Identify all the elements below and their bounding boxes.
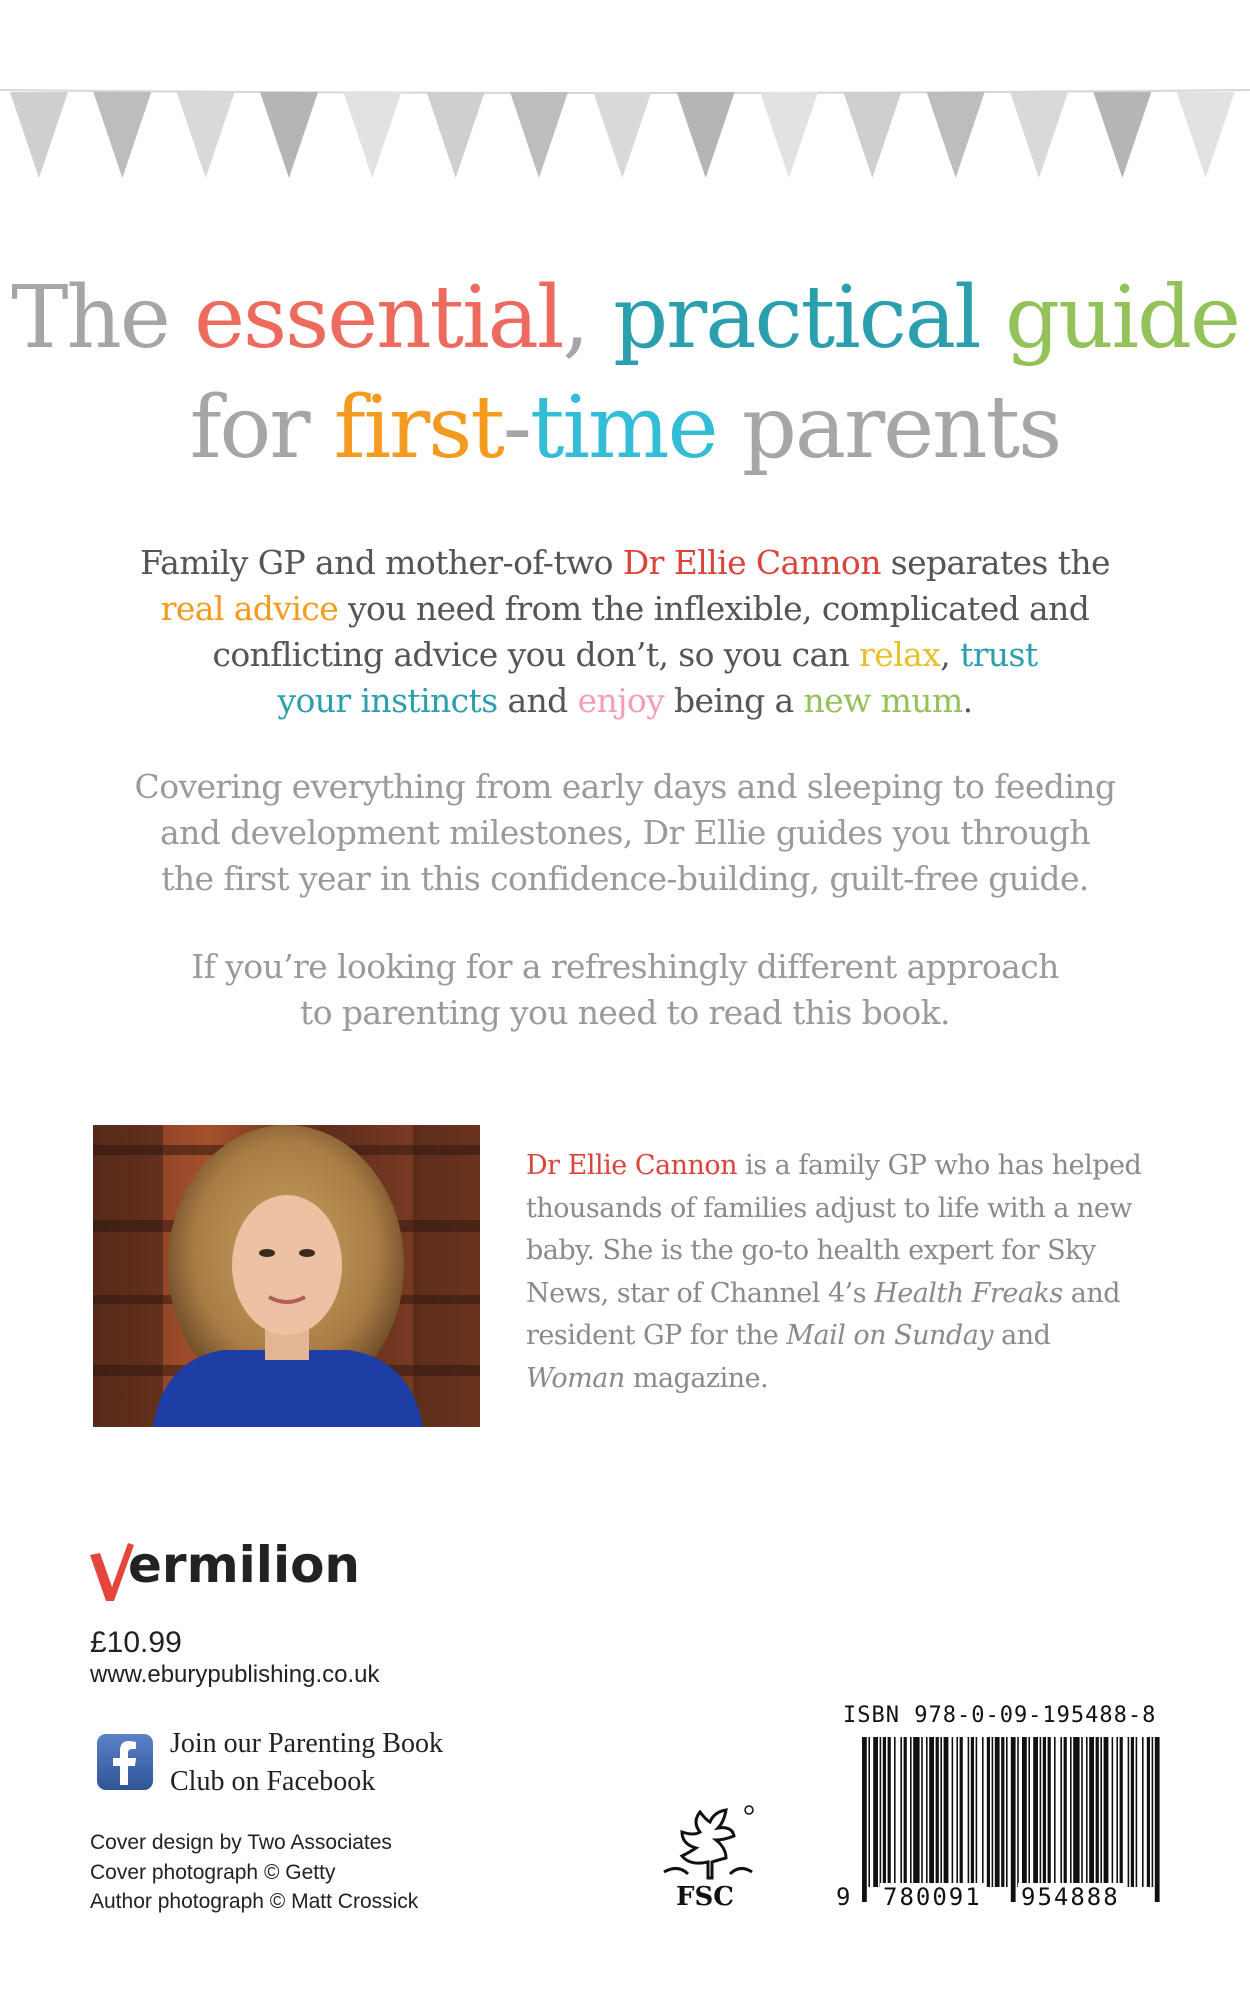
instincts-highlight: your instincts bbox=[277, 681, 498, 720]
isbn-barcode bbox=[862, 1737, 1160, 1902]
barcode-bar bbox=[883, 1737, 886, 1887]
enjoy-highlight: enjoy bbox=[577, 681, 665, 720]
bio-line: baby. She is the go-to health expert for Sky bbox=[526, 1235, 1096, 1266]
barcode-left-digits: 780091 bbox=[880, 1883, 985, 1911]
barcode-bar bbox=[1104, 1737, 1109, 1887]
bio-author-name: Dr Ellie Cannon bbox=[526, 1150, 737, 1181]
bio-line bbox=[526, 1145, 1166, 1188]
covering-line: the first year in this confidence-building, guilt-free guide. bbox=[161, 859, 1089, 898]
approach-paragraph bbox=[70, 944, 1180, 1036]
bunting-decoration bbox=[0, 80, 1250, 190]
covering-paragraph bbox=[70, 764, 1180, 902]
intro-text: . bbox=[962, 681, 973, 720]
real-advice-highlight: real advice bbox=[160, 589, 339, 628]
barcode-bar bbox=[944, 1737, 949, 1887]
bunting-flag bbox=[927, 92, 985, 178]
barcode-bar bbox=[900, 1737, 902, 1887]
headline-word-the: The bbox=[11, 268, 169, 368]
barcode-bar bbox=[1054, 1737, 1056, 1887]
barcode-right-digits: 954888 bbox=[1018, 1883, 1123, 1911]
relax-highlight: relax bbox=[859, 635, 941, 674]
barcode-bar bbox=[1022, 1737, 1027, 1887]
trust-highlight: trust bbox=[960, 635, 1038, 674]
headline-hyphen: - bbox=[502, 378, 530, 478]
barcode-bar bbox=[894, 1737, 896, 1887]
barcode-bar bbox=[956, 1737, 958, 1887]
barcode-bar bbox=[1142, 1737, 1144, 1887]
barcode-bar bbox=[904, 1737, 907, 1887]
barcode-bar bbox=[1116, 1737, 1118, 1887]
barcode-bar bbox=[868, 1737, 870, 1887]
barcode-bar bbox=[1147, 1737, 1150, 1887]
barcode-bar bbox=[992, 1737, 994, 1887]
bio-line bbox=[526, 1273, 1166, 1316]
intro-line-2 bbox=[70, 586, 1180, 632]
bunting-flag bbox=[343, 92, 401, 178]
barcode-bar bbox=[1112, 1737, 1114, 1887]
barcode-bar bbox=[910, 1737, 912, 1887]
headline-space bbox=[980, 268, 1005, 368]
headline-word-practical: practical bbox=[613, 268, 980, 368]
covering-line: and development milestones, Dr Ellie guides you through bbox=[160, 813, 1090, 852]
barcode-bar bbox=[1131, 1737, 1134, 1887]
bunting-flag bbox=[760, 92, 818, 178]
barcode-bar bbox=[968, 1737, 970, 1887]
author-photo bbox=[93, 1125, 480, 1427]
intro-text: you need from the inflexible, complicated and bbox=[338, 589, 1090, 628]
bio-text: resident GP for the bbox=[526, 1320, 787, 1351]
intro-text: , bbox=[940, 635, 961, 674]
credit-line: Author photograph © Matt Crossick bbox=[90, 1890, 419, 1913]
approach-line: If you’re looking for a refreshingly different approach bbox=[191, 947, 1059, 986]
barcode-first-digit: 9 bbox=[836, 1883, 851, 1911]
intro-text: conflicting advice you don’t, so you can bbox=[212, 635, 860, 674]
intro-paragraph bbox=[70, 540, 1180, 724]
facebook-club bbox=[96, 1725, 496, 1805]
barcode-bar bbox=[862, 1737, 867, 1902]
barcode-bar bbox=[926, 1737, 928, 1887]
headline-word-for: for bbox=[189, 378, 309, 478]
barcode-bar bbox=[880, 1737, 882, 1887]
author-bio bbox=[526, 1145, 1166, 1400]
headline-word-parents: parents bbox=[741, 378, 1061, 478]
bio-text: News, star of Channel 4’s bbox=[526, 1277, 875, 1309]
barcode-bar bbox=[888, 1737, 891, 1887]
barcode-bar bbox=[1155, 1737, 1160, 1902]
headline-space bbox=[588, 268, 613, 368]
barcode-bar bbox=[936, 1737, 939, 1887]
headline-line-2 bbox=[0, 378, 1250, 478]
barcode-bar bbox=[952, 1737, 954, 1887]
barcode-bar bbox=[1064, 1737, 1067, 1887]
headline-word-first: first bbox=[333, 378, 503, 478]
bunting-flag bbox=[427, 92, 485, 178]
credit-line: Cover design by Two Associates bbox=[90, 1831, 392, 1854]
barcode-bar bbox=[1070, 1737, 1072, 1887]
headline-word-guide: guide bbox=[1005, 268, 1239, 368]
headline-space bbox=[717, 378, 742, 478]
bio-line bbox=[526, 1315, 1166, 1358]
bio-line bbox=[526, 1358, 1166, 1401]
bio-text: and bbox=[1062, 1277, 1121, 1309]
barcode-bar bbox=[1089, 1737, 1094, 1887]
bunting-flag bbox=[593, 92, 651, 178]
barcode-bar bbox=[913, 1737, 919, 1887]
barcode-bar bbox=[971, 1737, 974, 1887]
fsc-label: FSC bbox=[676, 1882, 734, 1912]
bunting-flag bbox=[1177, 92, 1235, 178]
facebook-line: Club on Facebook bbox=[170, 1766, 376, 1797]
barcode-bar bbox=[1100, 1737, 1102, 1887]
facebook-text bbox=[170, 1725, 443, 1801]
barcode-bar bbox=[987, 1737, 990, 1887]
vermilion-logo bbox=[88, 1535, 361, 1605]
barcode-bar bbox=[1086, 1737, 1088, 1887]
barcode-bar bbox=[1152, 1737, 1154, 1887]
headline-comma: , bbox=[562, 268, 588, 368]
barcode-bar bbox=[940, 1737, 942, 1887]
intro-line-1 bbox=[70, 540, 1180, 586]
author-name-highlight: Dr Ellie Cannon bbox=[622, 543, 881, 582]
barcode-bar bbox=[929, 1737, 934, 1887]
new-mum-highlight: new mum bbox=[803, 681, 963, 720]
bunting-flag bbox=[510, 92, 568, 178]
barcode-bar bbox=[1081, 1737, 1083, 1887]
barcode-bar bbox=[873, 1737, 878, 1887]
headline-space bbox=[169, 268, 194, 368]
barcode-bar bbox=[1040, 1737, 1042, 1887]
bunting-flag bbox=[10, 92, 68, 178]
headline-word-time: time bbox=[529, 378, 717, 478]
bio-magazine-title: Woman bbox=[526, 1362, 625, 1394]
bio-newspaper-title: Mail on Sunday bbox=[786, 1320, 994, 1351]
bio-text: and bbox=[993, 1320, 1051, 1351]
credit-line: Cover photograph © Getty bbox=[90, 1860, 336, 1884]
facebook-line: Join our Parenting Book bbox=[170, 1728, 443, 1759]
barcode-bar bbox=[1028, 1737, 1030, 1887]
intro-text: Family GP and mother-of-two bbox=[140, 543, 623, 582]
covering-line: Covering everything from early days and sleeping to feeding bbox=[134, 767, 1116, 806]
barcode-bar bbox=[995, 1737, 1000, 1887]
bunting-flag bbox=[1010, 92, 1068, 178]
barcode-bar bbox=[1017, 1737, 1019, 1887]
barcode-bar bbox=[1136, 1737, 1138, 1887]
barcode-bar bbox=[921, 1737, 923, 1887]
barcode-bar bbox=[960, 1737, 963, 1887]
bunting-flag bbox=[260, 92, 318, 178]
barcode-bar bbox=[1011, 1737, 1016, 1902]
approach-line: to parenting you need to read this book. bbox=[300, 993, 950, 1032]
publisher-website: www.eburypublishing.co.uk bbox=[90, 1661, 380, 1688]
intro-line-3 bbox=[70, 632, 1180, 678]
barcode-bar bbox=[1073, 1737, 1079, 1887]
barcode-bar bbox=[1120, 1737, 1123, 1887]
intro-text: being a bbox=[664, 681, 804, 720]
intro-text: and bbox=[497, 681, 578, 720]
headline-line-1 bbox=[0, 268, 1250, 368]
bio-line: thousands of families adjust to life with a new bbox=[526, 1192, 1132, 1224]
barcode-bar bbox=[976, 1737, 978, 1887]
bunting-flag bbox=[677, 92, 735, 178]
bio-show-title: Health Freaks bbox=[874, 1277, 1063, 1309]
barcode-bar bbox=[1001, 1737, 1004, 1887]
intro-line-4 bbox=[70, 678, 1180, 724]
publisher-name: ermilion bbox=[128, 1536, 361, 1594]
barcode-bar bbox=[1048, 1737, 1051, 1887]
barcode-bar bbox=[982, 1737, 984, 1887]
barcode-bar bbox=[1033, 1737, 1038, 1887]
barcode-bar bbox=[1006, 1737, 1008, 1887]
bunting-flag bbox=[1093, 92, 1151, 178]
bunting-flag bbox=[843, 92, 901, 178]
barcode-bar bbox=[1096, 1737, 1099, 1887]
bunting-flag bbox=[177, 92, 235, 178]
cover-credits bbox=[90, 1828, 418, 1917]
headline-space bbox=[308, 378, 333, 478]
headline-word-essential: essential bbox=[194, 268, 563, 368]
bunting-flag bbox=[93, 92, 151, 178]
facebook-icon bbox=[96, 1733, 154, 1791]
bio-text: is a family GP who has helped bbox=[737, 1150, 1142, 1181]
barcode-bar bbox=[1128, 1737, 1130, 1887]
intro-text: separates the bbox=[880, 543, 1110, 582]
bio-text: magazine. bbox=[624, 1362, 769, 1394]
barcode-bar bbox=[1060, 1737, 1062, 1887]
isbn-text: ISBN 978-0-09-195488-8 bbox=[843, 1703, 1157, 1728]
barcode-bar bbox=[1043, 1737, 1046, 1887]
price: £10.99 bbox=[90, 1626, 182, 1659]
